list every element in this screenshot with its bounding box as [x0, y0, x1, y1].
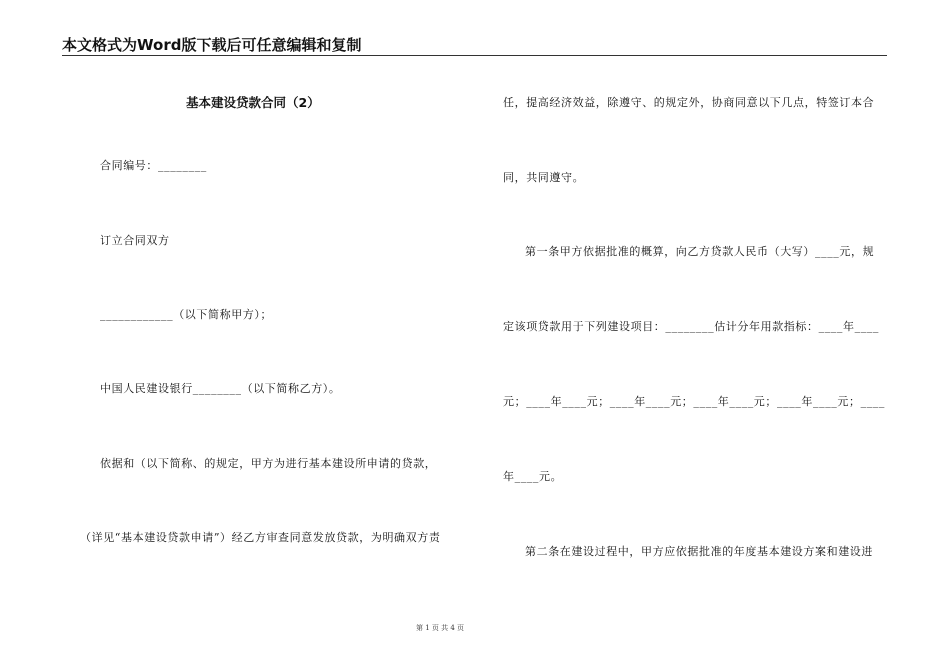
contract-number-line: 合同编号：________ [100, 159, 207, 172]
article-1-line: 定该项贷款用于下列建设项目：________估计分年用款指标：____年____ [503, 320, 879, 333]
party-a-line: ____________（以下简称甲方）； [100, 308, 273, 321]
article-2-line: 第二条在建设过程中，甲方应依据批准的年度基本建设方案和建设进 [525, 545, 873, 558]
article-1-line: 年____元。 [503, 470, 563, 483]
article-1-line: 元；____年____元；____年____元；____年____元；____年____元；____ [503, 395, 885, 408]
article-1-line: 第一条甲方依据批准的概算，向乙方贷款人民币（大写）____元，规 [525, 245, 875, 258]
party-b-line: 中国人民建设银行________（以下简称乙方）。 [100, 382, 341, 395]
page-header [62, 33, 887, 56]
left-paragraph-line: 依据和（以下简称、的规定，甲方为进行基本建设所申请的贷款， [100, 457, 437, 470]
page-number: 第 1 页 共 4 页 [415, 624, 465, 632]
right-paragraph-line: 任，提高经济效益，除遵守、的规定外，协商同意以下几点，特签订本合 [503, 96, 875, 109]
right-paragraph-line: 同，共同遵守。 [503, 171, 585, 184]
parties-heading: 订立合同双方 [100, 234, 170, 247]
left-paragraph-line: （详见“基本建设贷款申请”）经乙方审查同意发放贷款，为明确双方责 [80, 531, 441, 544]
document-title: 基本建设贷款合同（2） [186, 95, 320, 110]
header-title: 本文格式为Word版下载后可任意编辑和复制 [62, 36, 362, 54]
